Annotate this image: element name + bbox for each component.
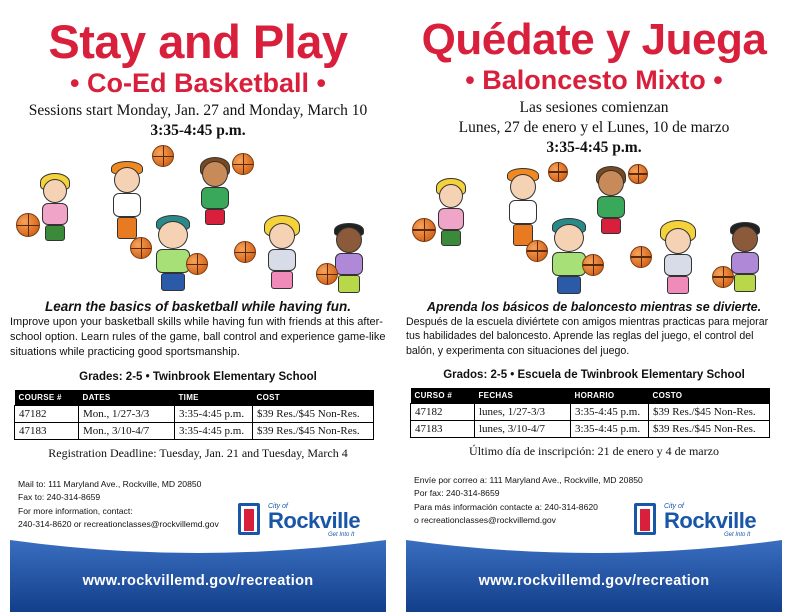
page-subtitle (10, 69, 386, 97)
basketball-icon (16, 213, 40, 237)
rockville-r-icon (632, 503, 658, 535)
contact-info (414, 474, 643, 527)
table-cell: 3:35-4:45 p.m. (571, 420, 649, 437)
contact-phone-email[interactable]: 240-314-8620 or recreationclasses@rockvillemd.gov (18, 518, 219, 529)
basketball-icon (582, 254, 604, 276)
table-row (411, 420, 770, 437)
table-cell: lunes, 3/10-4/7 (475, 420, 571, 437)
tagline: Aprenda los básicos de baloncesto mientras se divierte. (426, 299, 762, 314)
logo-name-text: Rockville (664, 508, 757, 533)
logo-city-text: City of (268, 503, 288, 510)
sessions-text: Sessions start Monday, Jan. 27 and Monday, March 10 (28, 102, 368, 120)
rockville-logo (236, 503, 368, 539)
session-time: 3:35-4:45 p.m. (150, 122, 246, 140)
page-title: Quédate y Juega (421, 15, 767, 64)
table-cell: 47182 (15, 405, 79, 422)
session-info (406, 98, 782, 157)
footer-banner (10, 540, 386, 612)
kid-figure (32, 173, 82, 243)
column-header: TIME (175, 390, 253, 406)
kid-figure (428, 178, 478, 248)
table-cell: 3:35-4:45 p.m. (175, 405, 253, 422)
schedule-table (410, 388, 770, 438)
logo-city-text: City of (664, 503, 684, 510)
bullet-icon: • (465, 65, 475, 95)
basketball-kids-illustration (406, 162, 782, 296)
rockville-r-icon (236, 503, 262, 535)
table-cell: $39 Res./$45 Non-Res. (649, 420, 770, 437)
contact-fax: Por fax: 240-314-8659 (414, 488, 500, 499)
contact-fax: Fax to: 240-314-8659 (18, 492, 101, 503)
logo-tagline-text: Get Into It (328, 532, 355, 538)
website-link[interactable]: www.rockvillemd.gov/recreation (478, 573, 710, 589)
contact-email[interactable]: o recreationclasses@rockvillemd.gov (414, 514, 556, 525)
table-header-row (411, 388, 770, 404)
table-header-row (15, 390, 374, 406)
column-header: COURSE # (15, 390, 79, 406)
column-header: COST (253, 390, 374, 406)
tagline: Learn the basics of basketball while having fun. (44, 299, 352, 314)
registration-deadline: Último día de inscripción: 21 de enero y 4 de marzo (469, 443, 719, 458)
column-header: CURSO # (411, 388, 475, 404)
english-panel (10, 0, 386, 612)
registration-deadline: Registration Deadline: Tuesday, Jan. 21 and Tuesday, March 4 (48, 445, 348, 460)
column-header: DATES (79, 390, 175, 406)
session-time: 3:35-4:45 p.m. (546, 139, 642, 156)
basketball-kids-illustration (10, 145, 386, 295)
session-info (10, 101, 386, 141)
table-row (411, 403, 770, 420)
bullet-icon: • (713, 65, 723, 95)
description: Después de la escuela diviértete con amigos mientras practicas para mejorar tus habilidades del baloncesto. Aprende las reglas del juego, el control del balón, y experimenta con situaciones del juego. (406, 315, 769, 358)
table-cell: 3:35-4:45 p.m. (175, 422, 253, 439)
kid-figure (501, 168, 549, 250)
table-cell: lunes, 1/27-3/3 (475, 403, 571, 420)
kid-figure (656, 220, 702, 296)
table-cell: Mon., 3/10-4/7 (79, 422, 175, 439)
footer-banner (406, 540, 782, 612)
schedule-table (14, 390, 374, 440)
subtitle-text: Co-Ed Basketball (86, 68, 310, 98)
basketball-icon (232, 153, 254, 175)
bullet-icon: • (316, 68, 326, 98)
logo-name-text: Rockville (268, 508, 361, 533)
column-header: FECHAS (475, 388, 571, 404)
grades-location: Grades: 2-5 • Twinbrook Elementary School (79, 370, 317, 383)
basketball-icon (628, 164, 648, 184)
basketball-icon (316, 263, 338, 285)
sessions-text-line2: Lunes, 27 de enero y el Lunes, 10 de marzo (458, 119, 730, 137)
sessions-text-line1: Las sesiones comienzan (519, 99, 669, 117)
table-cell: Mon., 1/27-3/3 (79, 405, 175, 422)
basketball-icon (186, 253, 208, 275)
basketball-icon (548, 162, 568, 182)
table-cell: 47183 (15, 422, 79, 439)
column-header: COSTO (649, 388, 770, 404)
contact-mail: Mail to: 111 Maryland Ave., Rockville, MD 20850 (18, 479, 202, 489)
page-title: Stay and Play (48, 15, 348, 68)
column-header: HORARIO (571, 388, 649, 404)
contact-more-info: Para más información contacte a: 240-314-8620 (414, 501, 598, 512)
table-cell: $39 Res./$45 Non-Res. (649, 403, 770, 420)
table-cell: 47183 (411, 420, 475, 437)
basketball-icon (234, 241, 256, 263)
basketball-icon (152, 145, 174, 167)
spanish-panel (406, 0, 782, 612)
table-row (15, 422, 374, 439)
table-cell: $39 Res./$45 Non-Res. (253, 422, 374, 439)
basketball-icon (630, 246, 652, 268)
contact-info (18, 478, 219, 531)
basketball-icon (412, 218, 436, 242)
description: Improve upon your basketball skills while having fun with friends at this after-school option. Learn rules of the game, ball control and experience game-like situations while practicing good sportsmanship. (10, 316, 386, 359)
subtitle-text: Baloncesto Mixto (482, 65, 706, 95)
grades-location: Grados: 2-5 • Escuela de Twinbrook Elementary School (443, 368, 745, 381)
contact-more-info: For more information, contact: (18, 505, 133, 516)
table-cell: 47182 (411, 403, 475, 420)
table-cell: 3:35-4:45 p.m. (571, 403, 649, 420)
bullet-icon: • (70, 68, 80, 98)
table-cell: $39 Res./$45 Non-Res. (253, 405, 374, 422)
contact-mail: Envíe por correo a: 111 Maryland Ave., Rockville, MD 20850 (414, 475, 643, 485)
page-subtitle (406, 66, 782, 94)
basketball-icon (712, 266, 734, 288)
table-row (15, 405, 374, 422)
kid-figure (328, 223, 372, 295)
logo-tagline-text: Get Into It (724, 532, 751, 538)
basketball-icon (526, 240, 548, 262)
rockville-logo (632, 503, 764, 539)
kid-figure (260, 215, 306, 291)
basketball-icon (130, 237, 152, 259)
kid-figure (105, 161, 153, 243)
website-link[interactable]: www.rockvillemd.gov/recreation (82, 573, 314, 589)
